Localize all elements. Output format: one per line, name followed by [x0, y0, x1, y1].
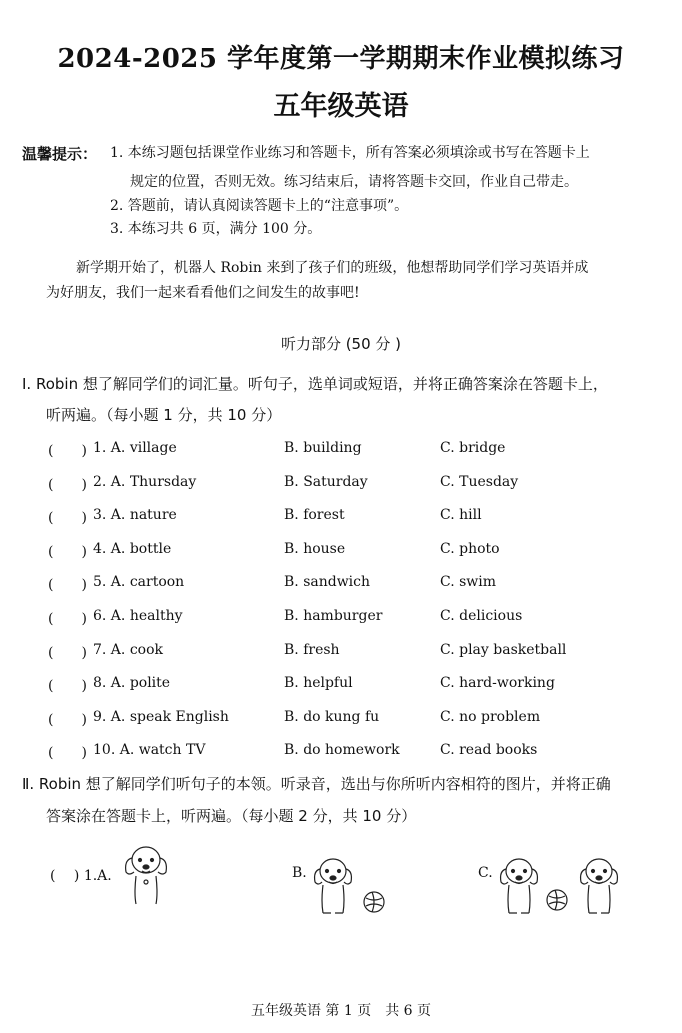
option-c: C. photo: [440, 540, 500, 557]
part1-instruction-1: Ⅰ. Robin 想了解同学们的词汇量。听句子，选单词或短语，并将正确答案涂在答题卡上，: [22, 375, 608, 393]
option-a: 7. A. cook: [93, 641, 163, 658]
answer-blank[interactable]: ( ): [48, 443, 87, 459]
ball-icon-b: [362, 890, 386, 914]
ball-icon-c: [545, 888, 569, 912]
answer-blank[interactable]: ( ): [48, 678, 87, 695]
question-row: [48, 440, 668, 462]
tips-label: 温馨提示：: [22, 145, 98, 163]
option-b: B. do kung fu: [284, 708, 380, 725]
answer-blank[interactable]: ( ): [48, 611, 87, 627]
dog-picture-b: [310, 853, 356, 917]
dog-picture-a: [120, 838, 172, 918]
listening-section-title: 听力部分 (50 分 ): [280, 335, 402, 353]
option-a: 1. A. village: [93, 440, 177, 456]
answer-blank[interactable]: ( ): [48, 577, 87, 594]
option-b: B. building: [284, 440, 362, 456]
option-a: 5. A. cartoon: [93, 574, 185, 591]
question-row: [48, 642, 668, 664]
answer-blank[interactable]: ( ): [48, 711, 87, 728]
part2-instruction-2: 答案涂在答题卡上，听两遍。（每小题 2 分，共 10 分）: [46, 807, 417, 825]
option-c: C. swim: [440, 574, 497, 591]
dog-picture-c1: [496, 853, 542, 917]
answer-blank[interactable]: ( ): [48, 644, 87, 661]
question-row: [48, 474, 668, 496]
answer-blank[interactable]: ( ): [48, 543, 87, 560]
option-b: B. forest: [284, 507, 345, 524]
option-c: C. delicious: [440, 608, 523, 624]
dog-picture-c2: [576, 853, 622, 917]
tip-line-2: 2. 答题前，请认真阅读答题卡上的“注意事项”。: [110, 198, 409, 214]
option-a: 9. A. speak English: [93, 708, 229, 725]
option-c: C. read books: [440, 742, 538, 759]
question-row: [48, 574, 668, 596]
option-b-label: B.: [292, 865, 307, 881]
option-b: B. sandwich: [284, 574, 371, 591]
option-c: C. no problem: [440, 708, 541, 725]
option-c-label: C.: [478, 865, 493, 881]
question-row: [48, 608, 668, 630]
option-b: B. Saturday: [284, 473, 368, 490]
answer-blank[interactable]: ( ): [48, 745, 87, 762]
question-row: [48, 675, 668, 697]
intro-line-1: 新学期开始了，机器人 Robin 来到了孩子们的班级，他想帮助同学们学习英语并成: [76, 260, 589, 276]
document-title: 2024-2025 学年度第一学期期末作业模拟练习: [57, 44, 625, 74]
question-row: [48, 742, 668, 764]
tip-line-3: 3. 本练习共 6 页，满分 100 分。: [110, 221, 322, 237]
question-row: [48, 541, 668, 563]
part1-instruction-2: 听两遍。（每小题 1 分，共 10 分）: [46, 406, 282, 424]
option-b: B. helpful: [284, 675, 353, 692]
option-c: C. hard-working: [440, 675, 555, 692]
intro-line-2: 为好朋友，我们一起来看看他们之间发生的故事吧!: [46, 285, 360, 301]
option-b: B. fresh: [284, 641, 340, 658]
option-a: 4. A. bottle: [93, 540, 172, 557]
option-a: 6. A. healthy: [93, 608, 183, 624]
tip-line-1: 1. 本练习题包括课堂作业练习和答题卡，所有答案必须填涂或书写在答题卡上: [110, 145, 590, 161]
question-row: [48, 507, 668, 529]
option-c: C. bridge: [440, 440, 506, 456]
document-subtitle: 五年级英语: [273, 91, 409, 122]
option-c: C. Tuesday: [440, 473, 519, 490]
option-a: 3. A. nature: [93, 507, 177, 524]
option-c: C. hill: [440, 507, 482, 524]
page-footer: 五年级英语 第 1 页 共 6 页: [250, 1003, 432, 1019]
option-c: C. play basketball: [440, 641, 567, 658]
option-b: B. do homework: [284, 742, 400, 759]
question-row: [48, 709, 668, 731]
option-b: B. hamburger: [284, 608, 383, 624]
option-b: B. house: [284, 540, 346, 557]
answer-blank[interactable]: ( ): [48, 510, 87, 527]
part2-q1-label: ( ) 1.A.: [50, 868, 112, 884]
option-a: 10. A. watch TV: [93, 742, 206, 759]
answer-blank[interactable]: ( ): [48, 476, 87, 493]
option-a: 8. A. polite: [93, 675, 171, 692]
part2-instruction-1: Ⅱ. Robin 想了解同学们听句子的本领。听录音，选出与你所听内容相符的图片，并将正确: [22, 775, 611, 793]
option-a: 2. A. Thursday: [93, 473, 197, 490]
tip-line-1-cont: 规定的位置，否则无效。练习结束后，请将答题卡交回，作业自己带走。: [130, 174, 578, 190]
